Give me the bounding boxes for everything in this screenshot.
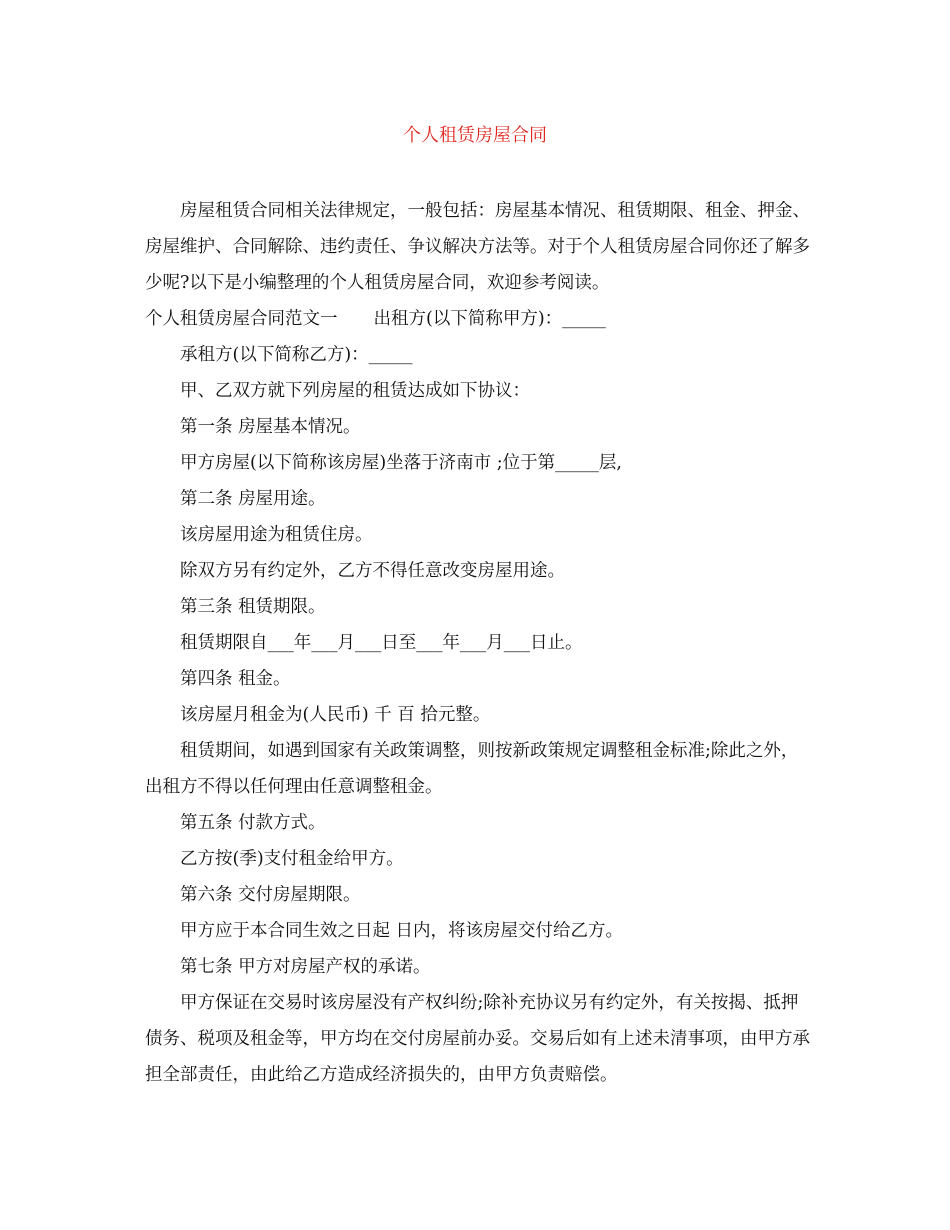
article-6-title: 第六条 交付房屋期限。 (180, 885, 361, 905)
article-5-body: 乙方按(季)支付租金给甲方。 (180, 849, 404, 869)
article-4-title: 第四条 租金。 (180, 669, 291, 689)
sample-heading: 个人租赁房屋合同范文一 (145, 309, 338, 329)
article-2-body-2: 除双方另有约定外，乙方不得任意改变房屋用途。 (180, 561, 565, 581)
article-5-title: 第五条 付款方式。 (180, 813, 326, 833)
article-3-body: 租赁期限自___年___月___日至___年___月___日止。 (180, 633, 583, 653)
sample-heading-line (145, 301, 815, 337)
lessor-line: 出租方(以下简称甲方)：_____ (373, 309, 606, 329)
article-4-body-2: 租赁期间，如遇到国家有关政策调整，则按新政策规定调整租金标准;除此之外，出租方不得以任何理由任意调整租金。 (145, 741, 799, 797)
article-2-body-1: 该房屋用途为租赁住房。 (180, 525, 373, 545)
article-6-body: 甲方应于本合同生效之日起 日内，将该房屋交付给乙方。 (180, 921, 624, 941)
document-body (145, 193, 815, 1093)
article-1-title: 第一条 房屋基本情况。 (180, 417, 361, 437)
article-3-title: 第三条 租赁期限。 (180, 597, 326, 617)
lessee-line: 承租方(以下简称乙方)：_____ (180, 345, 413, 365)
document-title: 个人租赁房屋合同 (403, 125, 547, 146)
article-2-title: 第二条 房屋用途。 (180, 489, 326, 509)
article-4-body-1: 该房屋月租金为(人民币) 千 百 拾元整。 (180, 705, 491, 725)
article-7-title: 第七条 甲方对房屋产权的承诺。 (180, 957, 431, 977)
agreement-line: 甲、乙双方就下列房屋的租赁达成如下协议： (180, 381, 530, 401)
article-7-body: 甲方保证在交易时该房屋没有产权纠纷;除补充协议另有约定外，有关按揭、抵押债务、税项及租金等，甲方均在交付房屋前办妥。交易后如有上述未清事项，由甲方承担全部责任，由此给乙方造成经济损失的，由甲方负责赔偿。 (145, 993, 810, 1085)
intro-paragraph: 房屋租赁合同相关法律规定，一般包括：房屋基本情况、租赁期限、租金、押金、房屋维护、合同解除、违约责任、争议解决方法等。对于个人租赁房屋合同你还了解多少呢?以下是小编整理的个人租赁房屋合同，欢迎参考阅读。 (145, 201, 810, 293)
article-1-body: 甲方房屋(以下简称该房屋)坐落于济南市 ;位于第_____层, (180, 453, 622, 473)
